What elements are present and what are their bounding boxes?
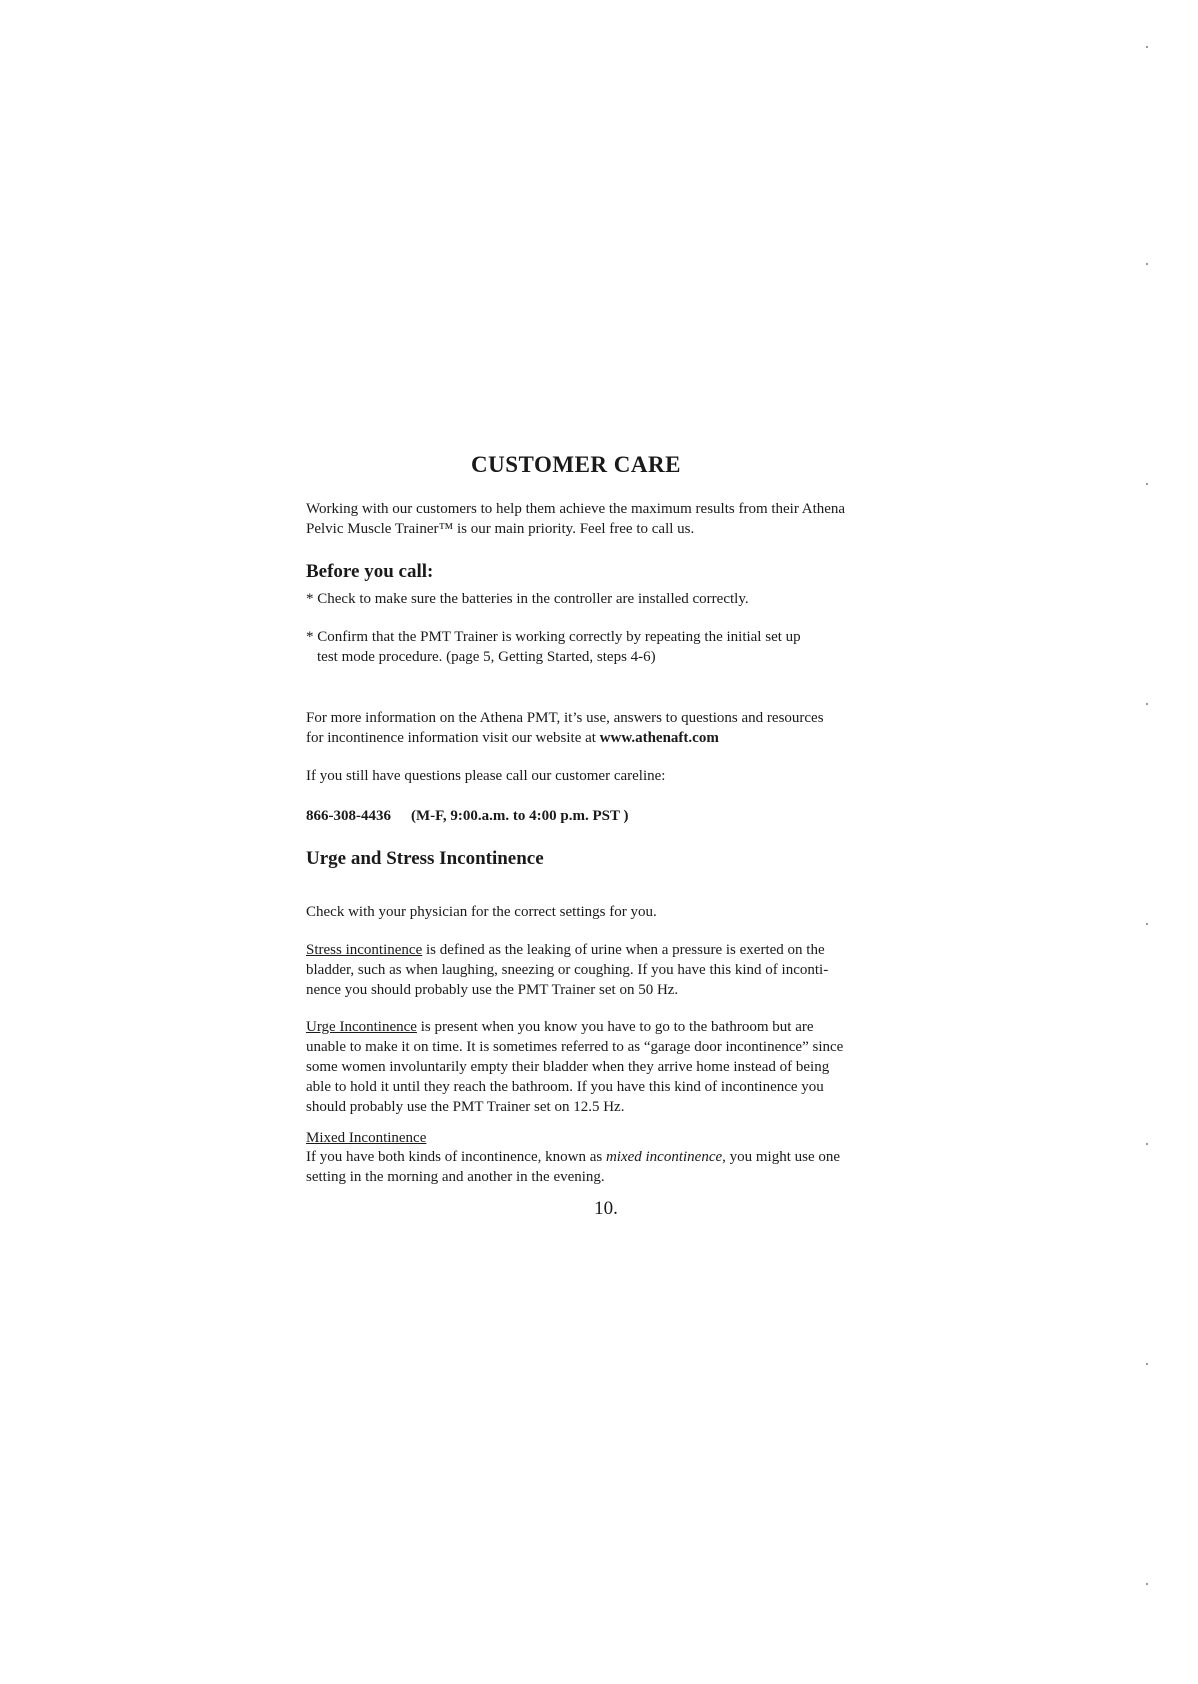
physician-note: Check with your physician for the correct settings for you. bbox=[306, 904, 657, 920]
urge-line-1-rest: is present when you know you have to go to the bathroom but are bbox=[416, 1019, 814, 1035]
scan-edge-mark bbox=[1146, 703, 1148, 705]
intro-line-2: Pelvic Muscle Trainer™ is our main priority. Feel free to call us. bbox=[306, 521, 695, 537]
scan-edge-mark bbox=[1146, 263, 1148, 265]
urge-line-4: able to hold it until they reach the bathroom. If you have this kind of incontinence you bbox=[306, 1079, 824, 1095]
scan-edge-mark bbox=[1146, 46, 1148, 48]
check-item-2-line-2: test mode procedure. (page 5, Getting Started, steps 4-6) bbox=[317, 649, 656, 665]
stress-line-2: bladder, such as when laughing, sneezing or coughing. If you have this kind of inconti- bbox=[306, 962, 829, 978]
stress-incontinence-term: Stress incontinence bbox=[306, 942, 423, 958]
phone-hours: (M-F, 9:00.a.m. to 4:00 p.m. PST ) bbox=[411, 808, 629, 824]
urge-stress-heading: Urge and Stress Incontinence bbox=[306, 848, 544, 869]
mixed-incontinence-label: Mixed Incontinence bbox=[306, 1130, 427, 1146]
more-info-line-2 bbox=[306, 728, 906, 748]
stress-line-3: nence you should probably use the PMT Trainer set on 50 Hz. bbox=[306, 982, 679, 998]
urge-line-5: should probably use the PMT Trainer set on 12.5 Hz. bbox=[306, 1099, 625, 1115]
more-info-paragraph bbox=[306, 708, 906, 748]
urge-line-1 bbox=[306, 1017, 906, 1037]
mixed-incontinence-term: mixed incontinence bbox=[605, 1149, 723, 1165]
phone-number[interactable]: 866-308-4436 bbox=[306, 808, 391, 824]
urge-incontinence-paragraph bbox=[306, 1017, 906, 1117]
page-title: CUSTOMER CARE bbox=[471, 452, 681, 477]
urge-line-2: unable to make it on time. It is sometimes referred to as “garage door incontinence” since bbox=[306, 1039, 844, 1055]
scan-edge-mark bbox=[1146, 1363, 1148, 1365]
scan-edge-mark bbox=[1146, 923, 1148, 925]
careline-phone bbox=[306, 806, 906, 826]
website-link[interactable]: www.athenaft.com bbox=[599, 730, 719, 746]
scan-edge-mark bbox=[1146, 1143, 1148, 1145]
before-you-call-heading: Before you call: bbox=[306, 561, 434, 582]
check-item-test-mode bbox=[306, 627, 906, 667]
scan-edge-mark bbox=[1146, 1583, 1148, 1585]
more-info-line-1: For more information on the Athena PMT, it’s use, answers to questions and resources bbox=[306, 710, 824, 726]
mixed-line-1-prefix: If you have both kinds of incontinence, known as bbox=[306, 1149, 606, 1165]
check-item-1-text: * Check to make sure the batteries in the controller are installed correctly. bbox=[306, 591, 749, 607]
check-item-batteries bbox=[306, 589, 906, 609]
still-questions-text: If you still have questions please call our customer careline: bbox=[306, 768, 666, 784]
mixed-line-1-rest: , you might use one bbox=[722, 1149, 841, 1165]
stress-incontinence-paragraph bbox=[306, 940, 906, 1000]
scan-edge-mark bbox=[1146, 483, 1148, 485]
check-item-2-line-1: * Confirm that the PMT Trainer is working correctly by repeating the initial set up bbox=[306, 629, 801, 645]
page-number: 10. bbox=[594, 1198, 618, 1219]
intro-line-1: Working with our customers to help them achieve the maximum results from their Athena bbox=[306, 501, 846, 517]
more-info-line-2-prefix: for incontinence information visit our website at bbox=[306, 730, 600, 746]
urge-line-3: some women involuntarily empty their bladder when they arrive home instead of being bbox=[306, 1059, 830, 1075]
mixed-line-2: setting in the morning and another in the evening. bbox=[306, 1169, 605, 1185]
urge-incontinence-term: Urge Incontinence bbox=[306, 1019, 417, 1035]
mixed-incontinence-paragraph bbox=[306, 1147, 906, 1187]
stress-line-1 bbox=[306, 940, 906, 960]
mixed-line-1 bbox=[306, 1147, 906, 1167]
stress-line-1-rest: is defined as the leaking of urine when a pressure is exerted on the bbox=[422, 942, 825, 958]
intro-paragraph bbox=[306, 499, 906, 539]
